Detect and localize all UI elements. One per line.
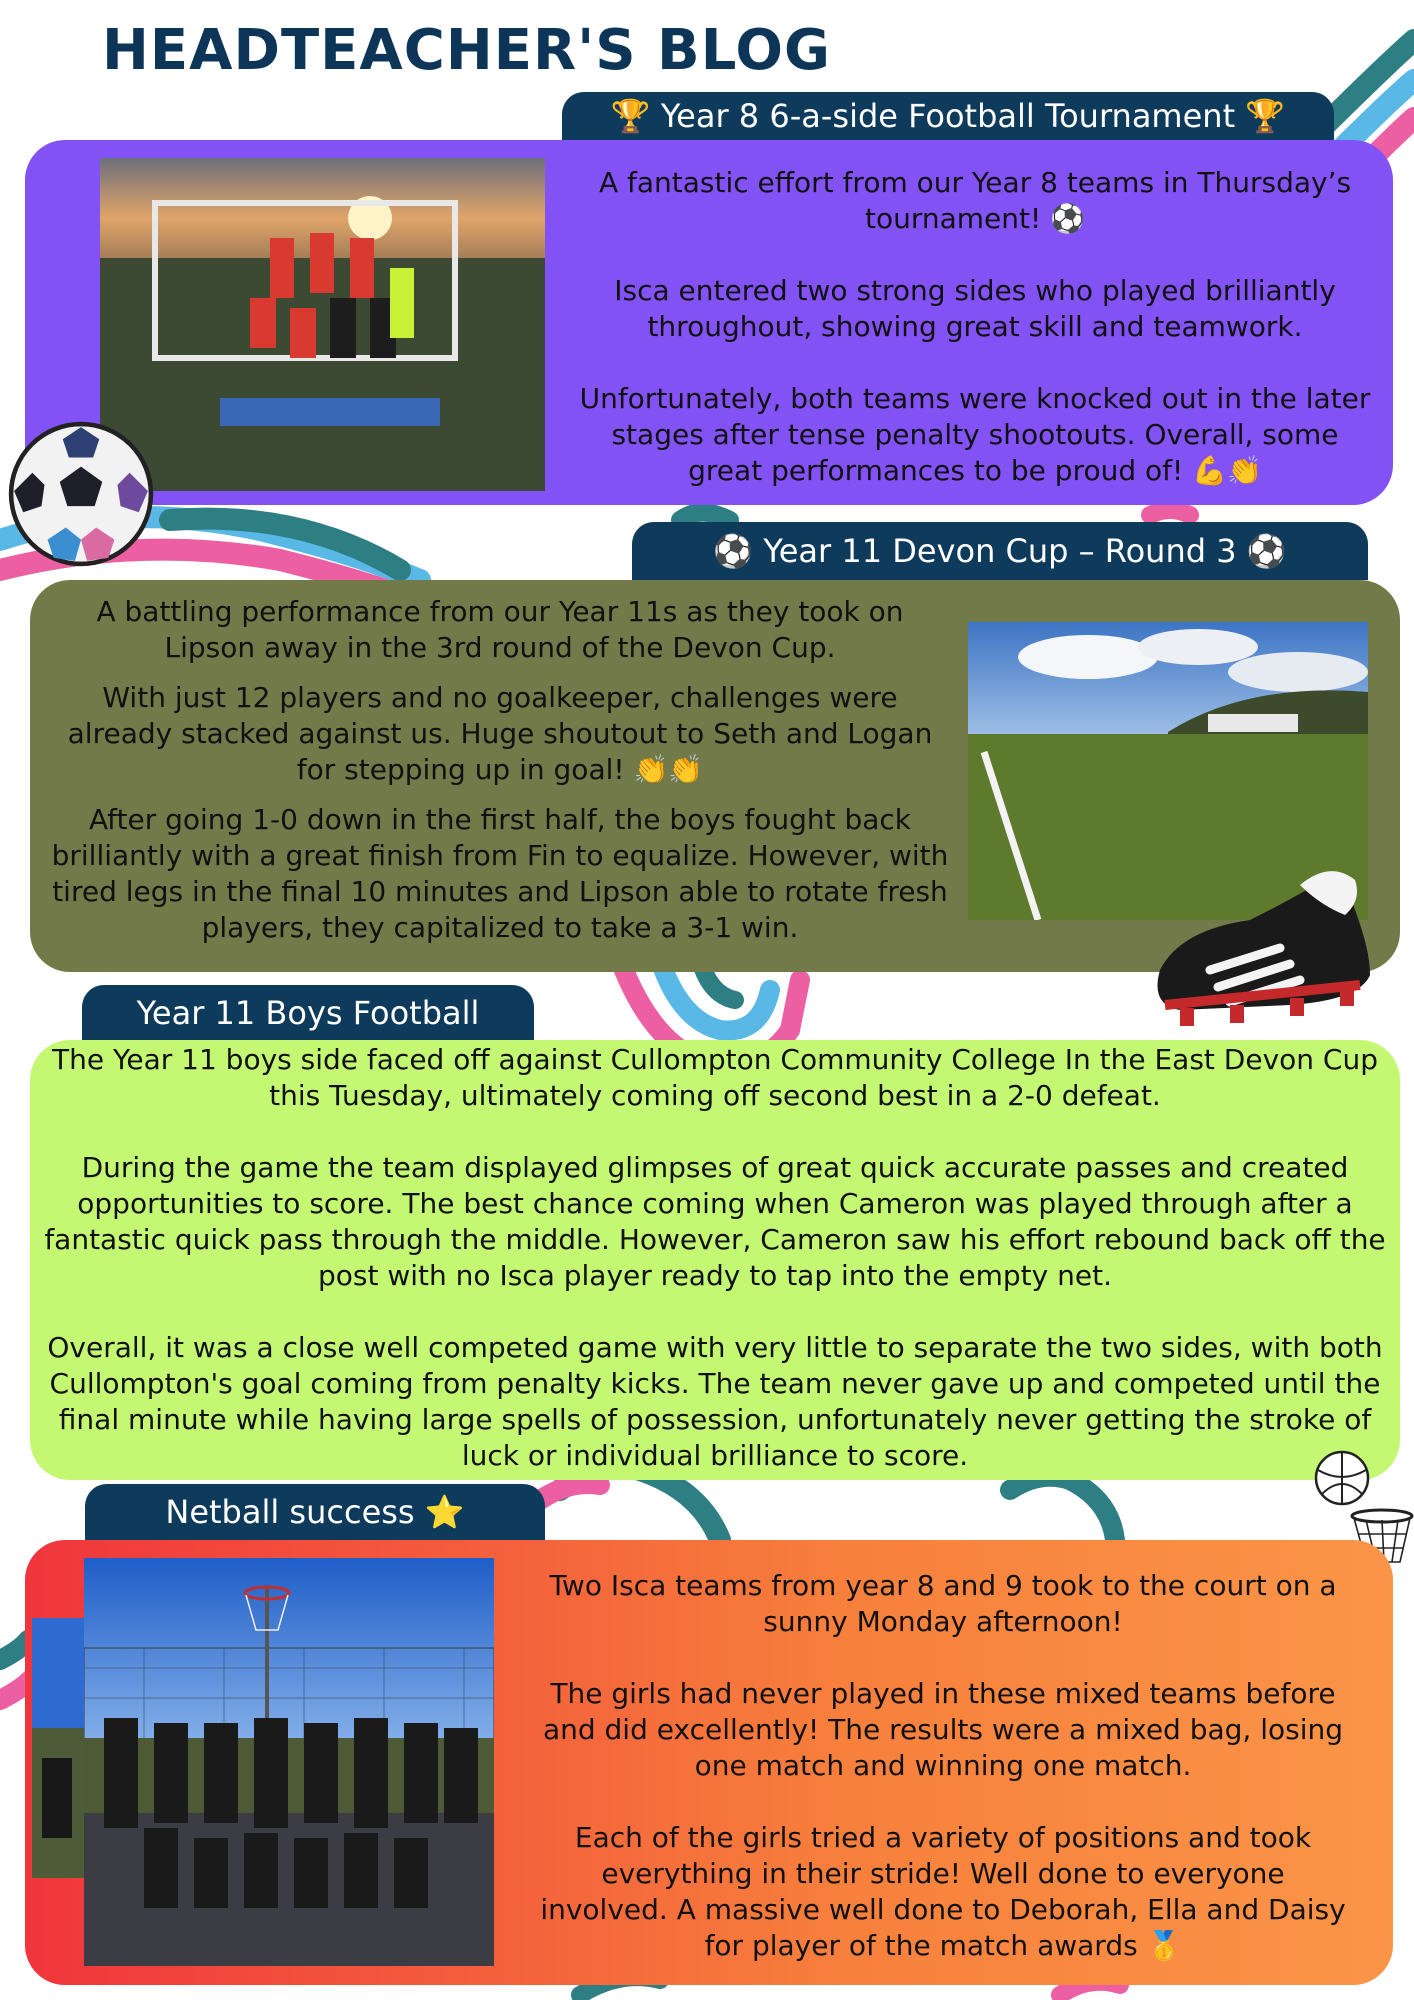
netball-paragraph-1: Two Isca teams from year 8 and 9 took to the court on a sunny Monday afternoon! xyxy=(549,1569,1337,1638)
boys-football-paragraph-2: During the game the team displayed glimpses of great quick accurate passes and created opportunities to score. The best chance coming when Cameron was played through after a fantastic quick pass through the middle. However, Cameron saw his effort rebound back off the post with no Isca player ready to tap into the empty net. xyxy=(44,1151,1386,1292)
netball-team-photo xyxy=(84,1558,494,1966)
football-icon xyxy=(5,418,157,570)
year11-boys-football-heading: Year 11 Boys Football xyxy=(82,985,534,1040)
year8-paragraph-1: A fantastic effort from our Year 8 teams in Thursday’s tournament! ⚽ xyxy=(598,166,1352,235)
boys-football-paragraph-1: The Year 11 boys side faced off against Cullompton Community College In the East Devon Cup this Tuesday, ultimately coming off second best in a 2-0 defeat. xyxy=(51,1043,1379,1112)
year8-football-heading: 🏆 Year 8 6-a-side Football Tournament 🏆 xyxy=(562,92,1334,140)
netball-paragraph-2: The girls had never played in these mixed teams before and did excellently! The results were a mixed bag, losing one match and winning one match. xyxy=(542,1677,1344,1782)
year11-devon-cup-text xyxy=(50,594,950,960)
devon-cup-paragraph-1: A battling performance from our Year 11s as they took on Lipson away in the 3rd round of the Devon Cup. xyxy=(96,595,904,664)
football-boot-icon xyxy=(1140,860,1380,1035)
year8-football-text xyxy=(575,165,1375,489)
netball-success-heading: Netball success ⭐ xyxy=(85,1484,545,1540)
netball-paragraph-3: Each of the girls tried a variety of positions and took everything in their stride! Well done to everyone involved. A massive well done to Deborah, Ella and Daisy for player of the match awards 🥇 xyxy=(540,1821,1346,1962)
devon-cup-paragraph-2: With just 12 players and no goalkeeper, challenges were already stacked against us. Huge shoutout to Seth and Logan for stepping up in goal! 👏👏 xyxy=(67,681,933,786)
devon-cup-paragraph-3: After going 1-0 down in the first half, the boys fought back brilliantly with a great finish from Fin to equalize. However, with tired legs in the final 10 minutes and Lipson able to rotate fresh players, they capitalized to take a 3-1 win. xyxy=(51,803,949,944)
netball-team-photo-back xyxy=(32,1618,92,1878)
year8-paragraph-3: Unfortunately, both teams were knocked out in the later stages after tense penalty shootouts. Overall, some great performances to be proud of! 💪👏 xyxy=(579,382,1371,487)
boys-football-paragraph-3: Overall, it was a close well competed game with very little to separate the two sides, with both Cullompton's goal coming from penalty kicks. The team never gave up and competed until the final minute while having large spells of possession, unfortunately never getting the stroke of luck or individual brilliance to score. xyxy=(47,1331,1383,1472)
year8-team-photo xyxy=(100,158,545,491)
year11-boys-football-text xyxy=(40,1042,1390,1474)
netball-success-text xyxy=(538,1568,1348,1964)
year11-devon-cup-heading: ⚽ Year 11 Devon Cup – Round 3 ⚽ xyxy=(632,522,1368,580)
page-title: HEADTEACHER'S BLOG xyxy=(102,18,831,83)
year8-paragraph-2: Isca entered two strong sides who played brilliantly throughout, showing great skill and teamwork. xyxy=(614,274,1336,343)
